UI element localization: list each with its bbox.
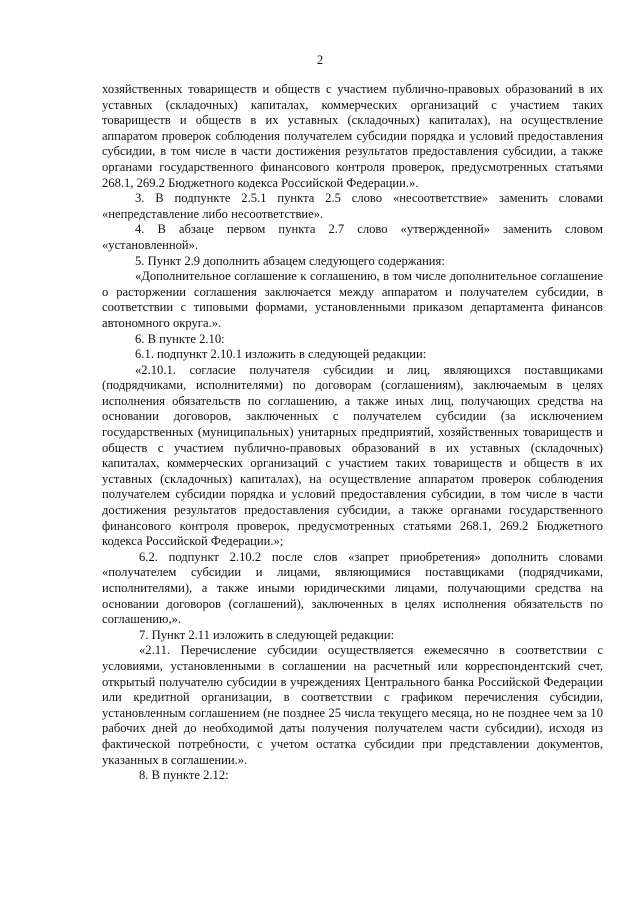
paragraph-item-5: 5. Пункт 2.9 дополнить абзацем следующего содержания: [135,253,445,268]
paragraph-item-8: 8. В пункте 2.12: [139,768,229,783]
document-body [102,82,603,784]
paragraph-item-6-1: 6.1. подпункт 2.10.1 изложить в следующей редакции: [135,347,427,362]
paragraph-item-6-1-quote: «2.10.1. согласие получателя субсидии и лиц, являющихся поставщиками (подрядчиками, исполнителями) по договорам (соглашениям), заключаемым в целях исполнения обязательств по соглашению, а также иных лиц, получающих средства на основании договоров, заключенных с получателем субсидии (за исключением государственных (муниципальных) унитарных предприятий, хозяйственных товариществ и обществ с участием публично-правовых образований в их уставных (складочных) капиталах, коммерческих организаций с участием таких товариществ и обществ в их уставных (складочных) капиталах), на осуществление аппаратом проверок соблюдения получателем субсидии порядка и условий предоставления субсидии, в том числе в части достижения результатов предоставления субсидии, а также органами государственного финансового контроля проверок, предусмотренных статьями 268.1, 269.2 Бюджетного кодекса Российской Федерации.»; [102,362,603,549]
paragraph-item-6-2: 6.2. подпункт 2.10.2 после слов «запрет приобретения» дополнить словами «получателем субсидии и лицами, являющимися поставщиками (подрядчиками, исполнителями), а также иными юридическими лицами, получающими средства на основании договоров (соглашений), заключенных в целях исполнения обязательств по соглашению,». [102,549,603,627]
paragraph-item-3: 3. В подпункте 2.5.1 пункта 2.5 слово «несоответствие» заменить словами «непредставление либо несоответствие». [102,191,603,221]
paragraph-item-4: 4. В абзаце первом пункта 2.7 слово «утвержденной» заменить словом «установленной». [102,222,603,252]
paragraph-item-7: 7. Пункт 2.11 изложить в следующей редакции: [139,627,395,642]
paragraph-item-7-quote: «2.11. Перечисление субсидии осуществляется ежемесячно в соответствии с условиями, установленными в соглашении на расчетный или корреспондентский счет, открытый получателю субсидии в учреждениях Центрального банка Российской Федерации или кредитной организации, в соответствии с графиком перечисления субсидии, установленным соглашением (не позднее 25 числа текущего месяца, но не позднее чем за 10 рабочих дней до необходимой даты получения получателем части субсидии), исходя из фактической потребности, с учетом остатка субсидии при представлении документов, указанных в соглашении.». [102,643,603,767]
paragraph-continuation: хозяйственных товариществ и обществ с участием публично-правовых образований в их уставных (складочных) капиталах, коммерческих организаций с участием таких товариществ и обществ в их уставных (складочных) капиталах), на осуществление аппаратом проверок соблюдения получателем субсидии порядка и условий предоставления субсидии, в том числе в части достижения результатов предоставления субсидии, а также органами государственного финансового контроля проверок, предусмотренных статьями 268.1, 269.2 Бюджетного кодекса Российской Федерации.». [102,82,603,190]
page-number: 2 [316,53,324,67]
paragraph-item-5-quote: «Дополнительное соглашение к соглашению, в том числе дополнительное соглашение о расторжении соглашения заключается между аппаратом и получателем субсидии, в соответствии с типовыми формами, установленными приказом департамента финансов автономного округа.». [102,269,603,330]
paragraph-item-6: 6. В пункте 2.10: [135,331,225,346]
